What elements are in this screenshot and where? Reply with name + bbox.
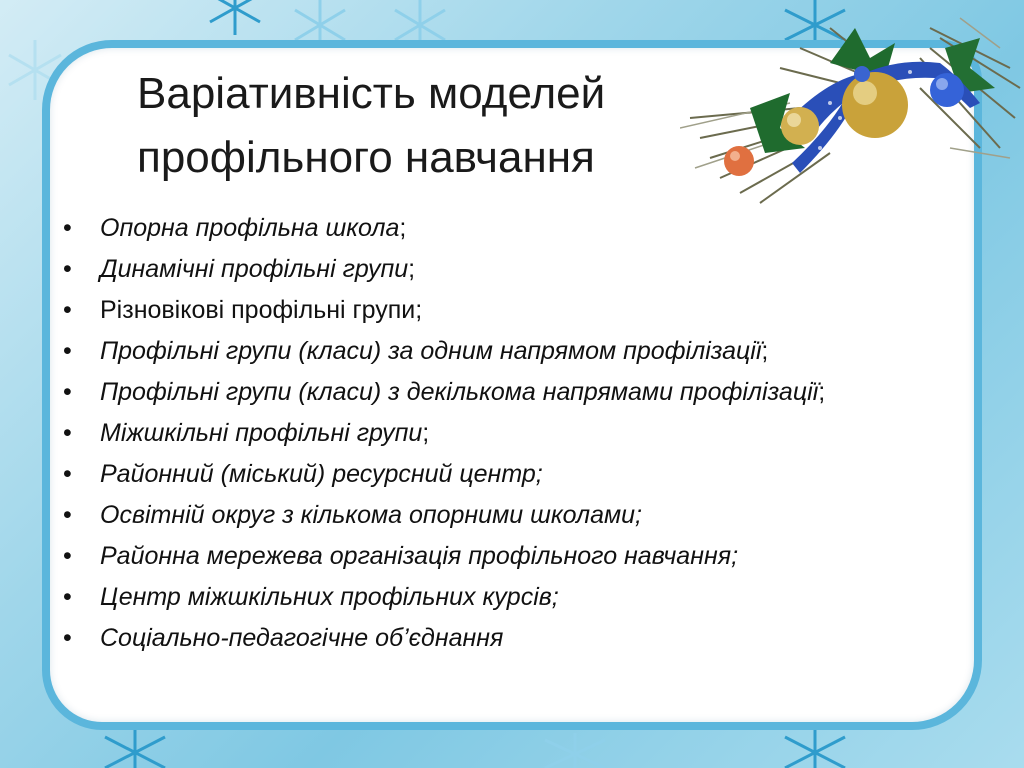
- list-item: [60, 418, 960, 448]
- snowflake-icon: [520, 728, 630, 768]
- slide-title: [137, 62, 697, 190]
- snowflake-icon: [190, 0, 280, 40]
- item-text: Районна мережева організація профільного навчання;: [100, 542, 739, 570]
- item-text: Профільні групи (класи) з декількома напрямами профілізації: [100, 378, 819, 406]
- item-text: Районний (міський) ресурсний центр;: [100, 460, 543, 488]
- item-text: Динамічні профільні групи: [100, 255, 409, 283]
- list-item: [60, 254, 960, 284]
- list-item: [60, 541, 960, 571]
- bullet: •: [63, 378, 72, 406]
- bullet: •: [63, 337, 72, 365]
- list-item: [60, 500, 960, 530]
- item-text: Соціально-педагогічне об’єднання: [100, 624, 504, 652]
- list-item: [60, 295, 960, 325]
- bullet: •: [63, 542, 72, 570]
- list-item: [60, 459, 960, 489]
- list-item: [60, 377, 960, 407]
- item-text: Освітній округ з кількома опорними школами;: [100, 501, 642, 529]
- bullet: •: [63, 296, 72, 324]
- bullet: •: [63, 460, 72, 488]
- list-item: [60, 623, 960, 653]
- item-punct: ;: [818, 378, 826, 406]
- model-list: [60, 213, 960, 664]
- item-text: Опорна профільна школа: [100, 214, 400, 242]
- bullet: •: [63, 255, 72, 283]
- item-punct: ;: [399, 214, 407, 242]
- item-text: Центр міжшкільних профільних курсів;: [100, 583, 559, 611]
- item-punct: ;: [408, 255, 416, 283]
- item-punct: ;: [422, 419, 430, 447]
- list-item: [60, 213, 960, 243]
- title-line: Варіативність моделей: [137, 69, 606, 118]
- christmas-ornament-icon: [680, 8, 1024, 208]
- bullet: •: [63, 214, 72, 242]
- bullet: •: [63, 501, 72, 529]
- item-punct: ;: [761, 337, 769, 365]
- item-text: Профільні групи (класи) за одним напрямом профілізації: [100, 337, 762, 365]
- list-item: [60, 582, 960, 612]
- title-line: профільного навчання: [137, 133, 595, 182]
- item-text: Різновікові профільні групи;: [100, 296, 423, 324]
- list-item: [60, 336, 960, 366]
- item-text: Міжшкільні профільні групи: [100, 419, 423, 447]
- bullet: •: [63, 624, 72, 652]
- bullet: •: [63, 583, 72, 611]
- snowflake-icon: [290, 0, 460, 45]
- bullet: •: [63, 419, 72, 447]
